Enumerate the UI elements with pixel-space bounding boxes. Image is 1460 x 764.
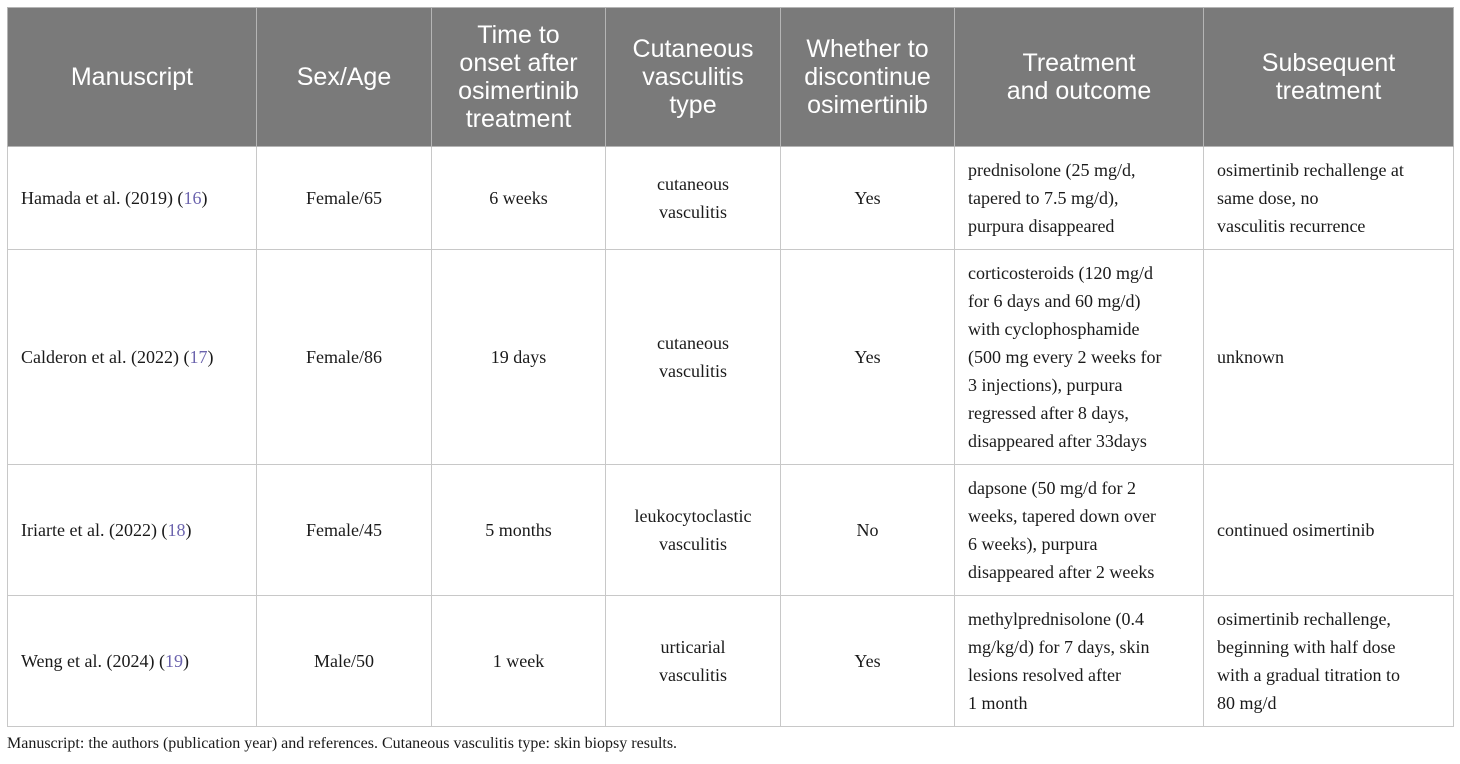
cell-vasculitis-type: [606, 147, 781, 250]
cell-vasculitis-type: [606, 596, 781, 727]
cell-line: lesions resolved after: [968, 665, 1121, 685]
header-line: Whether to: [806, 35, 929, 63]
header-line: treatment: [465, 105, 572, 133]
cell-onset: 1 week: [432, 596, 606, 727]
cell-line: disappeared after 33days: [968, 431, 1147, 451]
header-line: discontinue: [804, 63, 931, 91]
cell-line: continued osimertinib: [1217, 520, 1375, 540]
cell-line: for 6 days and 60 mg/d): [968, 291, 1141, 311]
cell-line: cutaneous: [657, 333, 729, 353]
cell-discontinue: Yes: [781, 250, 955, 465]
cell-line: vasculitis: [659, 534, 727, 554]
cell-line: dapsone (50 mg/d for 2: [968, 478, 1136, 498]
cell-line: cutaneous: [657, 174, 729, 194]
cell-onset: 5 months: [432, 465, 606, 596]
header-line: type: [669, 91, 717, 119]
cell-discontinue: No: [781, 465, 955, 596]
manuscript-close: ): [185, 520, 192, 540]
cell-onset: 19 days: [432, 250, 606, 465]
cell-manuscript: [8, 596, 257, 727]
cell-line: same dose, no: [1217, 188, 1319, 208]
table-row: [8, 250, 1454, 465]
header-line: Subsequent: [1261, 49, 1396, 77]
cell-line: methylprednisolone (0.4: [968, 609, 1144, 629]
cell-manuscript: [8, 465, 257, 596]
cell-line: osimertinib rechallenge at: [1217, 160, 1404, 180]
cell-subsequent-treatment: [1204, 465, 1454, 596]
header-subsequent-treatment: [1204, 8, 1454, 147]
cell-line: disappeared after 2 weeks: [968, 562, 1155, 582]
cell-sex-age: Male/50: [257, 596, 432, 727]
cell-line: vasculitis recurrence: [1217, 216, 1366, 236]
header-line: osimertinib: [458, 77, 579, 105]
cell-line: vasculitis: [659, 361, 727, 381]
manuscript-text: Weng et al. (2024) (: [21, 651, 165, 671]
cell-manuscript: [8, 250, 257, 465]
cell-line: beginning with half dose: [1217, 637, 1396, 657]
cell-line: 80 mg/d: [1217, 693, 1277, 713]
header-row: [8, 8, 1454, 147]
header-line: and outcome: [1006, 77, 1152, 105]
header-treatment-outcome: [955, 8, 1204, 147]
cell-line: regressed after 8 days,: [968, 403, 1129, 423]
header-line: Sex/Age: [296, 63, 392, 91]
cell-treatment-outcome: [955, 147, 1204, 250]
cell-line: vasculitis: [659, 202, 727, 222]
header-line: treatment: [1275, 77, 1382, 105]
header-line: Treatment: [1022, 49, 1136, 77]
cell-line: 3 injections), purpura: [968, 375, 1123, 395]
cell-onset: 6 weeks: [432, 147, 606, 250]
header-line: vasculitis: [642, 63, 744, 91]
cell-subsequent-treatment: [1204, 147, 1454, 250]
manuscript-close: ): [207, 347, 214, 367]
header-vasculitis-type: [606, 8, 781, 147]
reference-link[interactable]: 17: [189, 347, 208, 367]
cell-subsequent-treatment: [1204, 250, 1454, 465]
manuscript-close: ): [201, 188, 208, 208]
reference-link[interactable]: 19: [165, 651, 183, 671]
cell-line: corticosteroids (120 mg/d: [968, 263, 1153, 283]
cell-discontinue: Yes: [781, 147, 955, 250]
manuscript-text: Calderon et al. (2022) (: [21, 347, 190, 367]
header-line: Manuscript: [70, 63, 194, 91]
header-line: onset after: [459, 49, 578, 77]
header-line: Time to: [477, 21, 560, 49]
cell-treatment-outcome: [955, 250, 1204, 465]
reference-link[interactable]: 16: [183, 188, 202, 208]
cell-vasculitis-type: [606, 465, 781, 596]
header-discontinue: [781, 8, 955, 147]
cell-line: tapered to 7.5 mg/d),: [968, 188, 1119, 208]
cell-line: with cyclophosphamide: [968, 319, 1140, 339]
cell-line: (500 mg every 2 weeks for: [968, 347, 1162, 367]
manuscript-text: Hamada et al. (2019) (: [21, 188, 184, 208]
header-onset: [432, 8, 606, 147]
cell-treatment-outcome: [955, 596, 1204, 727]
header-line: osimertinib: [807, 91, 928, 119]
cell-line: osimertinib rechallenge,: [1217, 609, 1391, 629]
cell-treatment-outcome: [955, 465, 1204, 596]
cell-line: unknown: [1217, 347, 1284, 367]
reference-link[interactable]: 18: [167, 520, 186, 540]
cell-line: 6 weeks), purpura: [968, 534, 1098, 554]
cell-manuscript: [8, 147, 257, 250]
cell-line: with a gradual titration to: [1217, 665, 1400, 685]
cell-line: prednisolone (25 mg/d,: [968, 160, 1136, 180]
table-row: [8, 147, 1454, 250]
cell-line: purpura disappeared: [968, 216, 1115, 236]
cell-line: weeks, tapered down over: [968, 506, 1156, 526]
cell-vasculitis-type: [606, 250, 781, 465]
cell-line: mg/kg/d) for 7 days, skin: [968, 637, 1150, 657]
cell-line: leukocytoclastic: [634, 506, 752, 526]
table-caption: Manuscript: the authors (publication year) and references. Cutaneous vasculitis type: skin biopsy results.: [7, 735, 678, 752]
cell-line: 1 month: [968, 693, 1028, 713]
data-table: [7, 7, 1454, 727]
cell-line: urticarial: [660, 637, 726, 657]
cell-line: vasculitis: [659, 665, 727, 685]
cell-discontinue: Yes: [781, 596, 955, 727]
header-line: Cutaneous: [632, 35, 754, 63]
manuscript-text: Iriarte et al. (2022) (: [21, 520, 168, 540]
table-row: [8, 596, 1454, 727]
cell-sex-age: Female/45: [257, 465, 432, 596]
cell-subsequent-treatment: [1204, 596, 1454, 727]
header-sex-age: [257, 8, 432, 147]
manuscript-close: ): [183, 651, 189, 671]
cell-sex-age: Female/65: [257, 147, 432, 250]
header-manuscript: [8, 8, 257, 147]
cell-sex-age: Female/86: [257, 250, 432, 465]
table-row: [8, 465, 1454, 596]
